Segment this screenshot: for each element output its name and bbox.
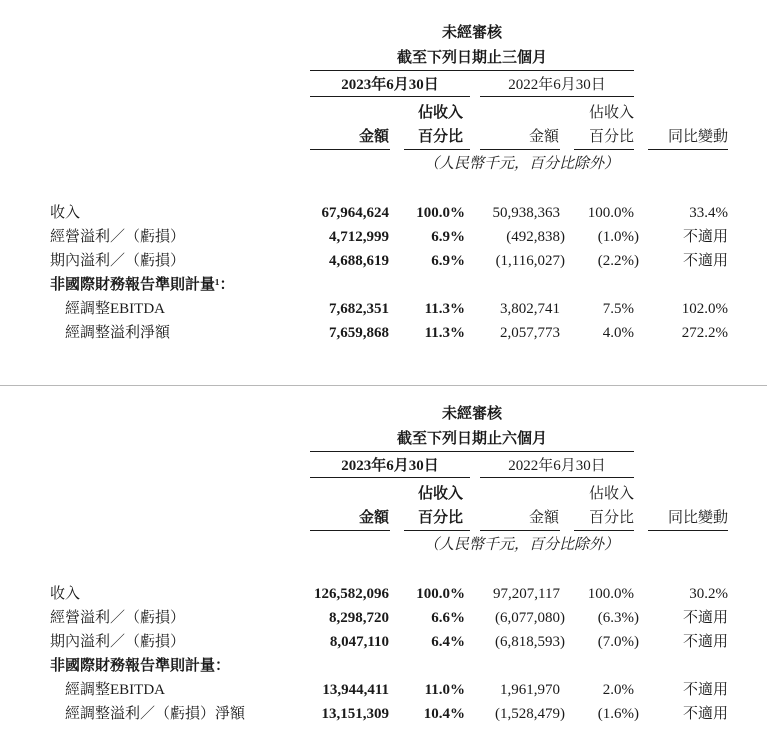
audit-status-title: 未經審核 [441,406,503,422]
prior-pct: (6.3%) [597,610,639,626]
prior-amount: (6,077,080) [495,610,565,626]
period-prior-header: 2022年6月30日 [508,458,606,474]
row-label: 期內溢利／（虧損） [50,253,186,269]
current-amount: 8,298,720 [329,610,389,626]
yoy-change: 不適用 [682,253,728,269]
row-label: 經調整EBITDA [65,301,165,317]
prior-amount-header: 金額 [528,510,559,526]
current-pct: 6.4% [431,634,465,650]
prior-pct: 100.0% [587,586,634,602]
prior-pct: 100.0% [587,205,634,221]
current-amount: 13,151,309 [321,706,389,722]
period-title: 截至下列日期止三個月 [396,50,548,66]
col-underline [310,530,390,531]
audit-status-title: 未經審核 [441,25,503,41]
prior-amount: 50,938,363 [492,205,560,221]
prior-pct-header-line2: 百分比 [588,510,634,526]
current-amount: 13,944,411 [322,682,389,698]
current-period-underline [310,96,470,97]
period-underline [310,451,634,452]
yoy-change: 不適用 [682,229,728,245]
col-underline [574,530,634,531]
unit-note: （人民幣千元，百分比除外） [424,156,620,172]
prior-pct: (2.2%) [597,253,639,269]
row-label: 經調整溢利／（虧損）淨額 [65,706,246,722]
period-underline [310,70,634,71]
col-underline [310,149,390,150]
col-underline [404,530,470,531]
current-amount: 4,712,999 [329,229,389,245]
current-pct: 6.9% [431,253,465,269]
yoy-change: 30.2% [689,586,728,602]
prior-pct-header-line2: 百分比 [588,129,634,145]
col-underline [648,530,728,531]
row-label: 經營溢利／（虧損） [50,610,186,626]
row-label: 收入 [50,586,81,602]
prior-pct-header-line1: 佔收入 [588,486,634,502]
current-pct: 10.4% [423,706,465,722]
row-label: 收入 [50,205,81,221]
period-current-header: 2023年6月30日 [341,458,439,474]
prior-amount: 1,961,970 [500,682,560,698]
current-pct: 11.3% [424,301,465,317]
yoy-change: 不適用 [682,706,728,722]
current-pct: 100.0% [416,205,465,221]
row-label: 經調整EBITDA [65,682,165,698]
row-label: 經調整溢利淨額 [65,325,171,341]
prior-pct: (7.0%) [597,634,639,650]
prior-amount: 3,802,741 [500,301,560,317]
yoy-change: 不適用 [682,682,728,698]
period-prior-header: 2022年6月30日 [508,77,606,93]
current-pct-header-line1: 佔收入 [417,486,463,502]
col-underline [404,149,470,150]
current-pct: 11.0% [424,682,465,698]
period-current-header: 2023年6月30日 [341,77,439,93]
section-label: 非國際財務報告準則計量： [50,658,231,674]
six-month-results-table [0,381,767,737]
current-pct: 100.0% [416,586,465,602]
prior-pct: (1.6%) [597,706,639,722]
prior-pct: (1.0%) [597,229,639,245]
yoy-change: 102.0% [681,301,728,317]
current-amount-header: 金額 [358,510,389,526]
current-amount: 4,688,619 [329,253,389,269]
current-pct: 6.6% [431,610,465,626]
prior-amount: (6,818,593) [495,634,565,650]
current-pct: 11.3% [424,325,465,341]
period-title: 截至下列日期止六個月 [396,431,548,447]
prior-amount: (1,116,027) [495,253,565,269]
col-underline [480,530,560,531]
yoy-header: 同比變動 [667,510,728,526]
col-underline [480,149,560,150]
current-amount: 8,047,110 [329,634,389,650]
col-underline [574,149,634,150]
current-pct-header-line2: 百分比 [417,129,463,145]
prior-amount: (1,528,479) [495,706,565,722]
unit-note: （人民幣千元，百分比除外） [424,537,620,553]
current-amount: 67,964,624 [321,205,389,221]
current-amount-header: 金額 [358,129,389,145]
prior-pct: 4.0% [602,325,634,341]
yoy-change: 272.2% [681,325,728,341]
current-amount: 126,582,096 [314,586,389,602]
current-pct-header-line2: 百分比 [417,510,463,526]
row-label: 經營溢利／（虧損） [50,229,186,245]
prior-pct: 2.0% [602,682,634,698]
current-period-underline [310,477,470,478]
row-label: 期內溢利／（虧損） [50,634,186,650]
current-amount: 7,682,351 [329,301,389,317]
prior-pct-header-line1: 佔收入 [588,105,634,121]
prior-amount-header: 金額 [528,129,559,145]
section-label: 非國際財務報告準則計量¹： [50,277,235,293]
prior-period-underline [480,477,634,478]
current-pct-header-line1: 佔收入 [417,105,463,121]
current-pct: 6.9% [431,229,465,245]
prior-pct: 7.5% [602,301,634,317]
prior-amount: 2,057,773 [500,325,560,341]
yoy-header: 同比變動 [667,129,728,145]
yoy-change: 33.4% [689,205,728,221]
current-amount: 7,659,868 [329,325,389,341]
prior-period-underline [480,96,634,97]
yoy-change: 不適用 [682,634,728,650]
col-underline [648,149,728,150]
prior-amount: 97,207,117 [493,586,560,602]
yoy-change: 不適用 [682,610,728,626]
prior-amount: (492,838) [506,229,565,245]
